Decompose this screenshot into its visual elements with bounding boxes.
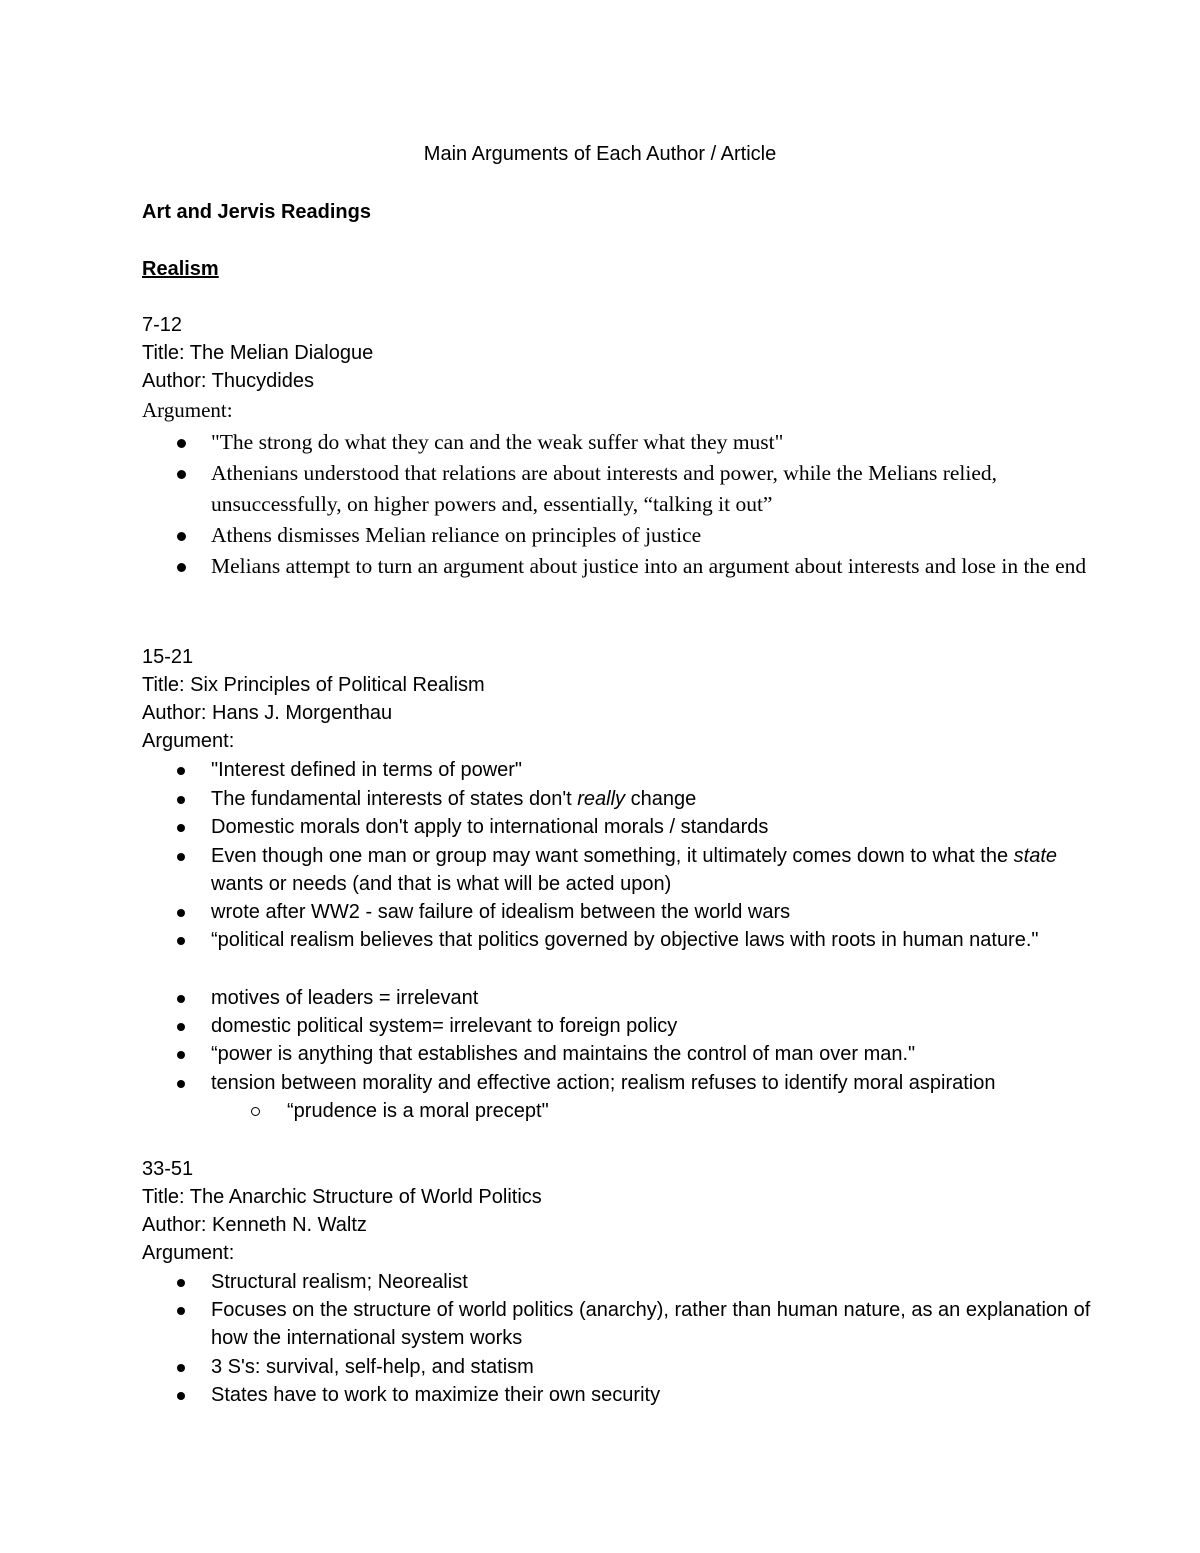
argument-bullet: The fundamental interests of states don't really change xyxy=(211,785,1091,813)
argument-bullet: Domestic morals don't apply to international morals / standards xyxy=(211,813,1091,841)
reading-author: Author: Kenneth N. Waltz xyxy=(142,1214,367,1236)
argument-bullet: wrote after WW2 - saw failure of idealism between the world wars xyxy=(211,898,1091,926)
bullet-dot-icon xyxy=(177,824,185,832)
bullet-dot-icon xyxy=(177,439,186,448)
argument-bullet: "Interest defined in terms of power" xyxy=(211,756,1091,784)
bullet-dot-icon xyxy=(177,532,186,541)
argument-sub-bullet: “prudence is a moral precept" xyxy=(287,1097,549,1125)
argument-label: Argument: xyxy=(142,730,235,752)
argument-bullet: tension between morality and effective action; realism refuses to identify moral aspiration xyxy=(211,1069,1091,1097)
bullet-dot-icon xyxy=(177,563,186,572)
reading-title: Title: Six Principles of Political Realism xyxy=(142,674,485,696)
argument-bullet: “political realism believes that politics governed by objective laws with roots in human nature." xyxy=(211,926,1091,954)
readings-heading: Art and Jervis Readings xyxy=(142,201,371,223)
argument-bullet: Focuses on the structure of world politics (anarchy), rather than human nature, as an explanation of how the international system works xyxy=(211,1296,1091,1352)
bullet-dot-icon xyxy=(177,995,185,1003)
bullet-dot-icon xyxy=(177,470,186,479)
argument-bullet: 3 S's: survival, self-help, and statism xyxy=(211,1353,1091,1381)
section-heading-realism: Realism xyxy=(142,258,219,280)
reading-title: Title: The Anarchic Structure of World Politics xyxy=(142,1186,542,1208)
bullet-dot-icon xyxy=(177,853,185,861)
bullet-dot-icon xyxy=(177,767,185,775)
reading-pages: 33-51 xyxy=(142,1158,194,1180)
argument-bullet: Even though one man or group may want something, it ultimately comes down to what the state wants or needs (and that is what will be acted upon) xyxy=(211,842,1091,898)
reading-author: Author: Hans J. Morgenthau xyxy=(142,702,393,724)
argument-bullet: Structural realism; Neorealist xyxy=(211,1268,1091,1296)
bullet-dot-icon xyxy=(177,1279,185,1287)
argument-bullet: "The strong do what they can and the weak suffer what they must" xyxy=(211,427,1091,458)
bullet-dot-icon xyxy=(177,1392,185,1400)
reading-author: Author: Thucydides xyxy=(142,370,314,392)
argument-bullet: States have to work to maximize their own security xyxy=(211,1381,1091,1409)
bullet-dot-icon xyxy=(177,796,185,804)
argument-label: Argument: xyxy=(142,398,233,422)
argument-label: Argument: xyxy=(142,1242,235,1264)
argument-bullet: Melians attempt to turn an argument about justice into an argument about interests and lose in the end xyxy=(211,551,1091,582)
reading-pages: 15-21 xyxy=(142,646,194,668)
document-title: Main Arguments of Each Author / Article xyxy=(423,143,777,165)
argument-bullet: Athenians understood that relations are about interests and power, while the Melians relied, unsuccessfully, on higher powers and, essentially, “talking it out” xyxy=(211,458,1091,520)
bullet-dot-icon xyxy=(177,1364,185,1372)
bullet-dot-icon xyxy=(177,1023,185,1031)
argument-bullet: domestic political system= irrelevant to foreign policy xyxy=(211,1012,1091,1040)
reading-title: Title: The Melian Dialogue xyxy=(142,342,374,364)
bullet-dot-icon xyxy=(177,937,185,945)
bullet-dot-icon xyxy=(177,1307,185,1315)
bullet-dot-icon xyxy=(177,909,185,917)
hollow-bullet-icon xyxy=(251,1107,260,1116)
bullet-dot-icon xyxy=(177,1051,185,1059)
reading-pages: 7-12 xyxy=(142,314,183,336)
argument-bullet: Athens dismisses Melian reliance on principles of justice xyxy=(211,520,1091,551)
argument-bullet: motives of leaders = irrelevant xyxy=(211,984,1091,1012)
argument-bullet: “power is anything that establishes and maintains the control of man over man." xyxy=(211,1040,1091,1068)
bullet-dot-icon xyxy=(177,1080,185,1088)
